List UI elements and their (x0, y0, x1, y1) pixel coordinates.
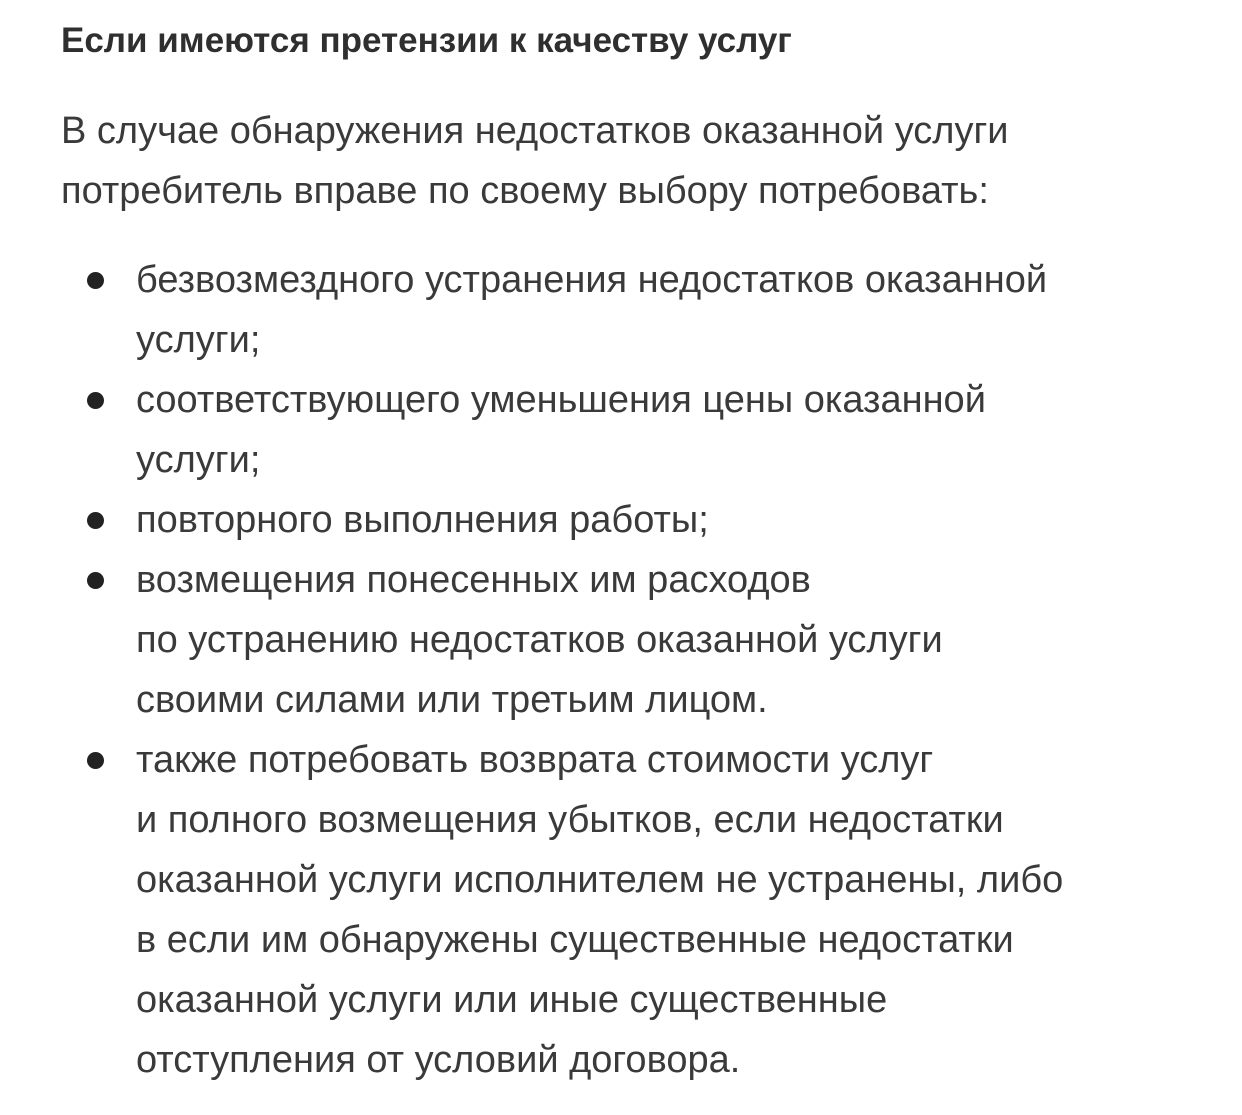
list-item (61, 490, 1063, 550)
list-item-line: по устранению недостатков оказанной услуги (136, 619, 943, 661)
remedies-list (61, 250, 1063, 1090)
list-item-line: безвозмездного устранения недостатков оказанной (136, 259, 1048, 301)
bullet-icon (87, 752, 104, 769)
list-item-line: отступления от условий договора. (136, 1039, 741, 1081)
list-item (61, 250, 1063, 370)
list-item-line: своими силами или третьим лицом. (136, 679, 768, 721)
list-item-line: соответствующего уменьшения цены оказанной (136, 379, 986, 421)
list-item (61, 730, 1063, 1090)
section-heading: Если имеются претензии к качеству услуг (61, 21, 792, 60)
list-item-line: и полного возмещения убытков, если недостатки (136, 799, 1004, 841)
list-item-line: оказанной услуги или иные существенные (136, 979, 888, 1021)
bullet-icon (87, 512, 104, 529)
bullet-icon (87, 392, 104, 409)
list-item-line: возмещения понесенных им расходов (136, 559, 811, 601)
list-item-line: оказанной услуги исполнителем не устранены, либо (136, 859, 1064, 901)
list-item-line: повторного выполнения работы; (136, 499, 709, 541)
bullet-icon (87, 572, 104, 589)
list-item-line: также потребовать возврата стоимости услуг (136, 739, 934, 781)
lead-line: потребитель вправе по своему выбору потребовать: (61, 170, 989, 212)
list-item (61, 550, 1063, 730)
bullet-icon (87, 272, 104, 289)
lead-paragraph (61, 101, 1009, 221)
list-item-line: услуги; (136, 439, 261, 481)
list-item-line: в если им обнаружены существенные недостатки (136, 919, 1014, 961)
list-item-line: услуги; (136, 319, 261, 361)
list-item (61, 370, 1063, 490)
lead-line: В случае обнаружения недостатков оказанной услуги (61, 110, 1009, 152)
